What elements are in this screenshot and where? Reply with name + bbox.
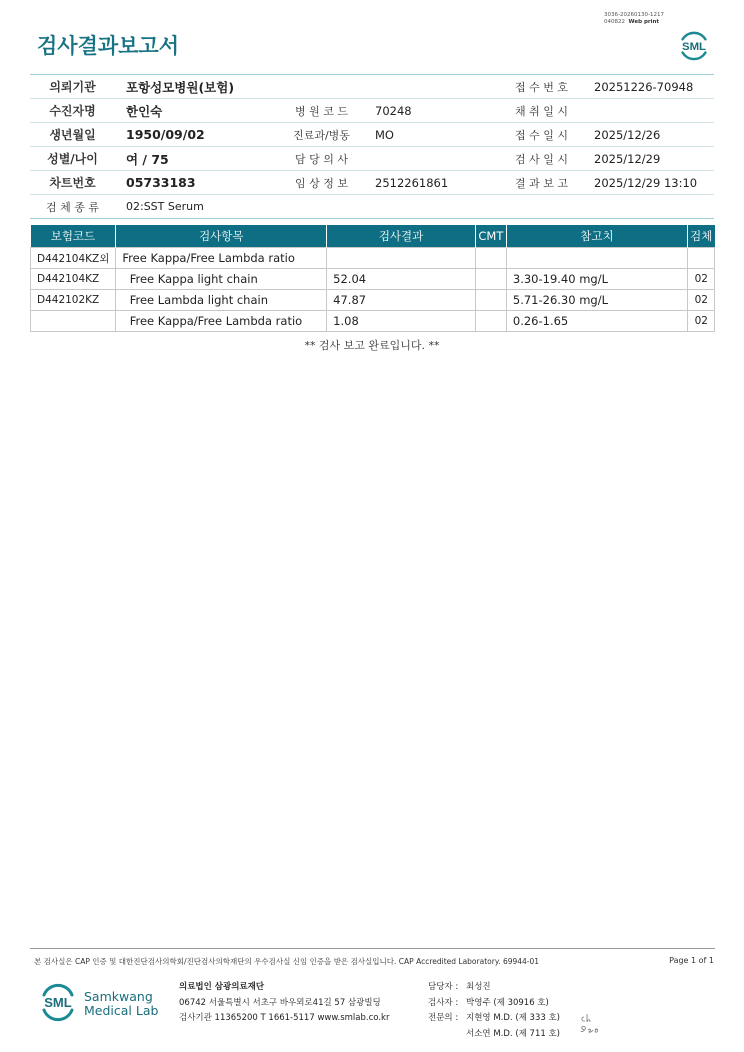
result-row [31,311,715,332]
footer-staff [428,980,560,1042]
result-reference [506,248,687,269]
result-row [31,290,715,311]
footer-divider [30,948,715,949]
patient-label: 임 상 정 보 [295,176,348,190]
staff-row [428,1027,560,1043]
staff-role: 담당자 : [428,982,459,992]
physician-signature-icon [578,1008,608,1038]
result-specimen [687,248,714,269]
patient-info-row [30,147,714,171]
patient-value: 2512261861 [375,175,449,190]
result-row [31,269,715,290]
result-value [327,248,476,269]
patient-label: 담 당 의 사 [295,152,348,166]
patient-value: 한인숙 [126,103,163,119]
result-code: D442104KZ [31,269,116,290]
col-header-cmt: CMT [475,225,506,248]
patient-label: 검 사 일 시 [515,152,568,166]
patient-value: 2025/12/26 [594,127,661,142]
result-item: Free Kappa light chain [116,269,327,290]
patient-value: 1950/09/02 [126,127,205,142]
results-header-row [31,225,715,248]
specimen-row [30,195,714,219]
patient-label: 수진자명 [49,104,96,118]
svg-text:SML: SML [681,40,707,53]
result-value: 52.04 [327,269,476,290]
patient-info-row [30,99,714,123]
result-code: D442102KZ [31,290,116,311]
svg-text:SML: SML [44,995,72,1010]
sml-footer-logo-icon [36,980,80,1024]
staff-role: 전문의 : [428,1013,459,1023]
staff-row [428,1011,560,1027]
patient-value [364,75,499,98]
col-header-code: 보험코드 [31,225,116,248]
patient-label: 병 원 코 드 [295,104,348,118]
col-header-result: 검사결과 [327,225,476,248]
patient-info-table [30,74,714,219]
patient-label [279,75,364,98]
result-value: 47.87 [327,290,476,311]
completion-note: ** 검사 보고 완료입니다. ** [304,339,440,352]
sml-logo-icon [675,26,713,64]
staff-row [428,996,560,1012]
accreditation-note: 본 검사실은 CAP 인증 및 대한진단검사의학회/진단검사의학재단의 우수검사실 신임 인증을 받은 검사실입니다. CAP Accredited Laboratory. 69944-01 [34,957,540,966]
patient-label: 의뢰기관 [49,80,96,94]
result-cmt [475,290,506,311]
result-cmt [475,269,506,290]
patient-label: 차트번호 [49,176,96,190]
staff-name: 지현영 M.D. (제 333 호) [466,1013,561,1023]
patient-info-row [30,171,714,195]
result-item: Free Lambda light chain [116,290,327,311]
col-header-reference: 참고치 [506,225,687,248]
staff-name: 서소연 M.D. (제 711 호) [466,1028,561,1039]
result-cmt [475,248,506,269]
patient-label: 접 수 번 호 [515,80,568,94]
patient-info-row [30,75,714,99]
footer-brand: Samkwang Medical Lab [84,989,159,1018]
staff-role [428,1027,466,1043]
col-header-specimen: 검체 [687,225,714,248]
result-specimen: 02 [687,269,714,290]
report-title: 검사결과보고서 [37,34,180,58]
result-item: Free Kappa/Free Lambda ratio [116,248,327,269]
patient-value [584,99,714,122]
result-cmt [475,311,506,332]
result-item: Free Kappa/Free Lambda ratio [116,311,327,332]
document-id: 3036-20260130-1217 040822 Web print [604,12,664,25]
patient-label: 성별/나이 [47,152,98,166]
patient-label: 진료과/병동 [293,128,350,142]
staff-row [428,980,560,996]
result-code: D442104KZ외 [31,248,116,269]
patient-value: MO [375,127,394,142]
result-code [31,311,116,332]
patient-info-row [30,123,714,147]
staff-name: 박영주 (제 30916 호) [466,997,549,1008]
staff-name: 최성진 [466,982,491,992]
result-specimen: 02 [687,290,714,311]
patient-value: 2025/12/29 [594,151,661,166]
patient-label: 접 수 일 시 [515,128,568,142]
patient-value: 포항성모병원(보험) [126,79,235,95]
result-reference: 3.30-19.40 mg/L [506,269,687,290]
col-header-item: 검사항목 [116,225,327,248]
specimen-value: 02:SST Serum [126,200,204,213]
patient-value: 여 / 75 [126,151,169,167]
patient-value: 20251226-70948 [594,79,694,94]
result-reference: 0.26-1.65 [506,311,687,332]
results-table [30,225,715,332]
footer-organization: 의료법인 삼광의료재단 06742 서울특별시 서초구 바우뫼로41길 57 삼광빌딩 검사기관 11365200 T 1661-5117 www.smlab.co.kr [179,982,390,1023]
result-row [31,248,715,269]
result-value: 1.08 [327,311,476,332]
result-reference: 5.71-26.30 mg/L [506,290,687,311]
page-number: Page 1 of 1 [669,956,714,965]
patient-value: 05733183 [126,175,196,190]
patient-label: 결 과 보 고 [515,176,568,190]
patient-label: 채 취 일 시 [515,104,568,118]
result-specimen: 02 [687,311,714,332]
patient-value [364,147,499,170]
patient-value: 70248 [375,103,412,118]
patient-label: 생년월일 [49,128,96,142]
patient-value: 2025/12/29 13:10 [594,175,698,190]
staff-role: 검사자 : [428,997,459,1008]
specimen-label: 검 체 종 류 [46,200,99,214]
